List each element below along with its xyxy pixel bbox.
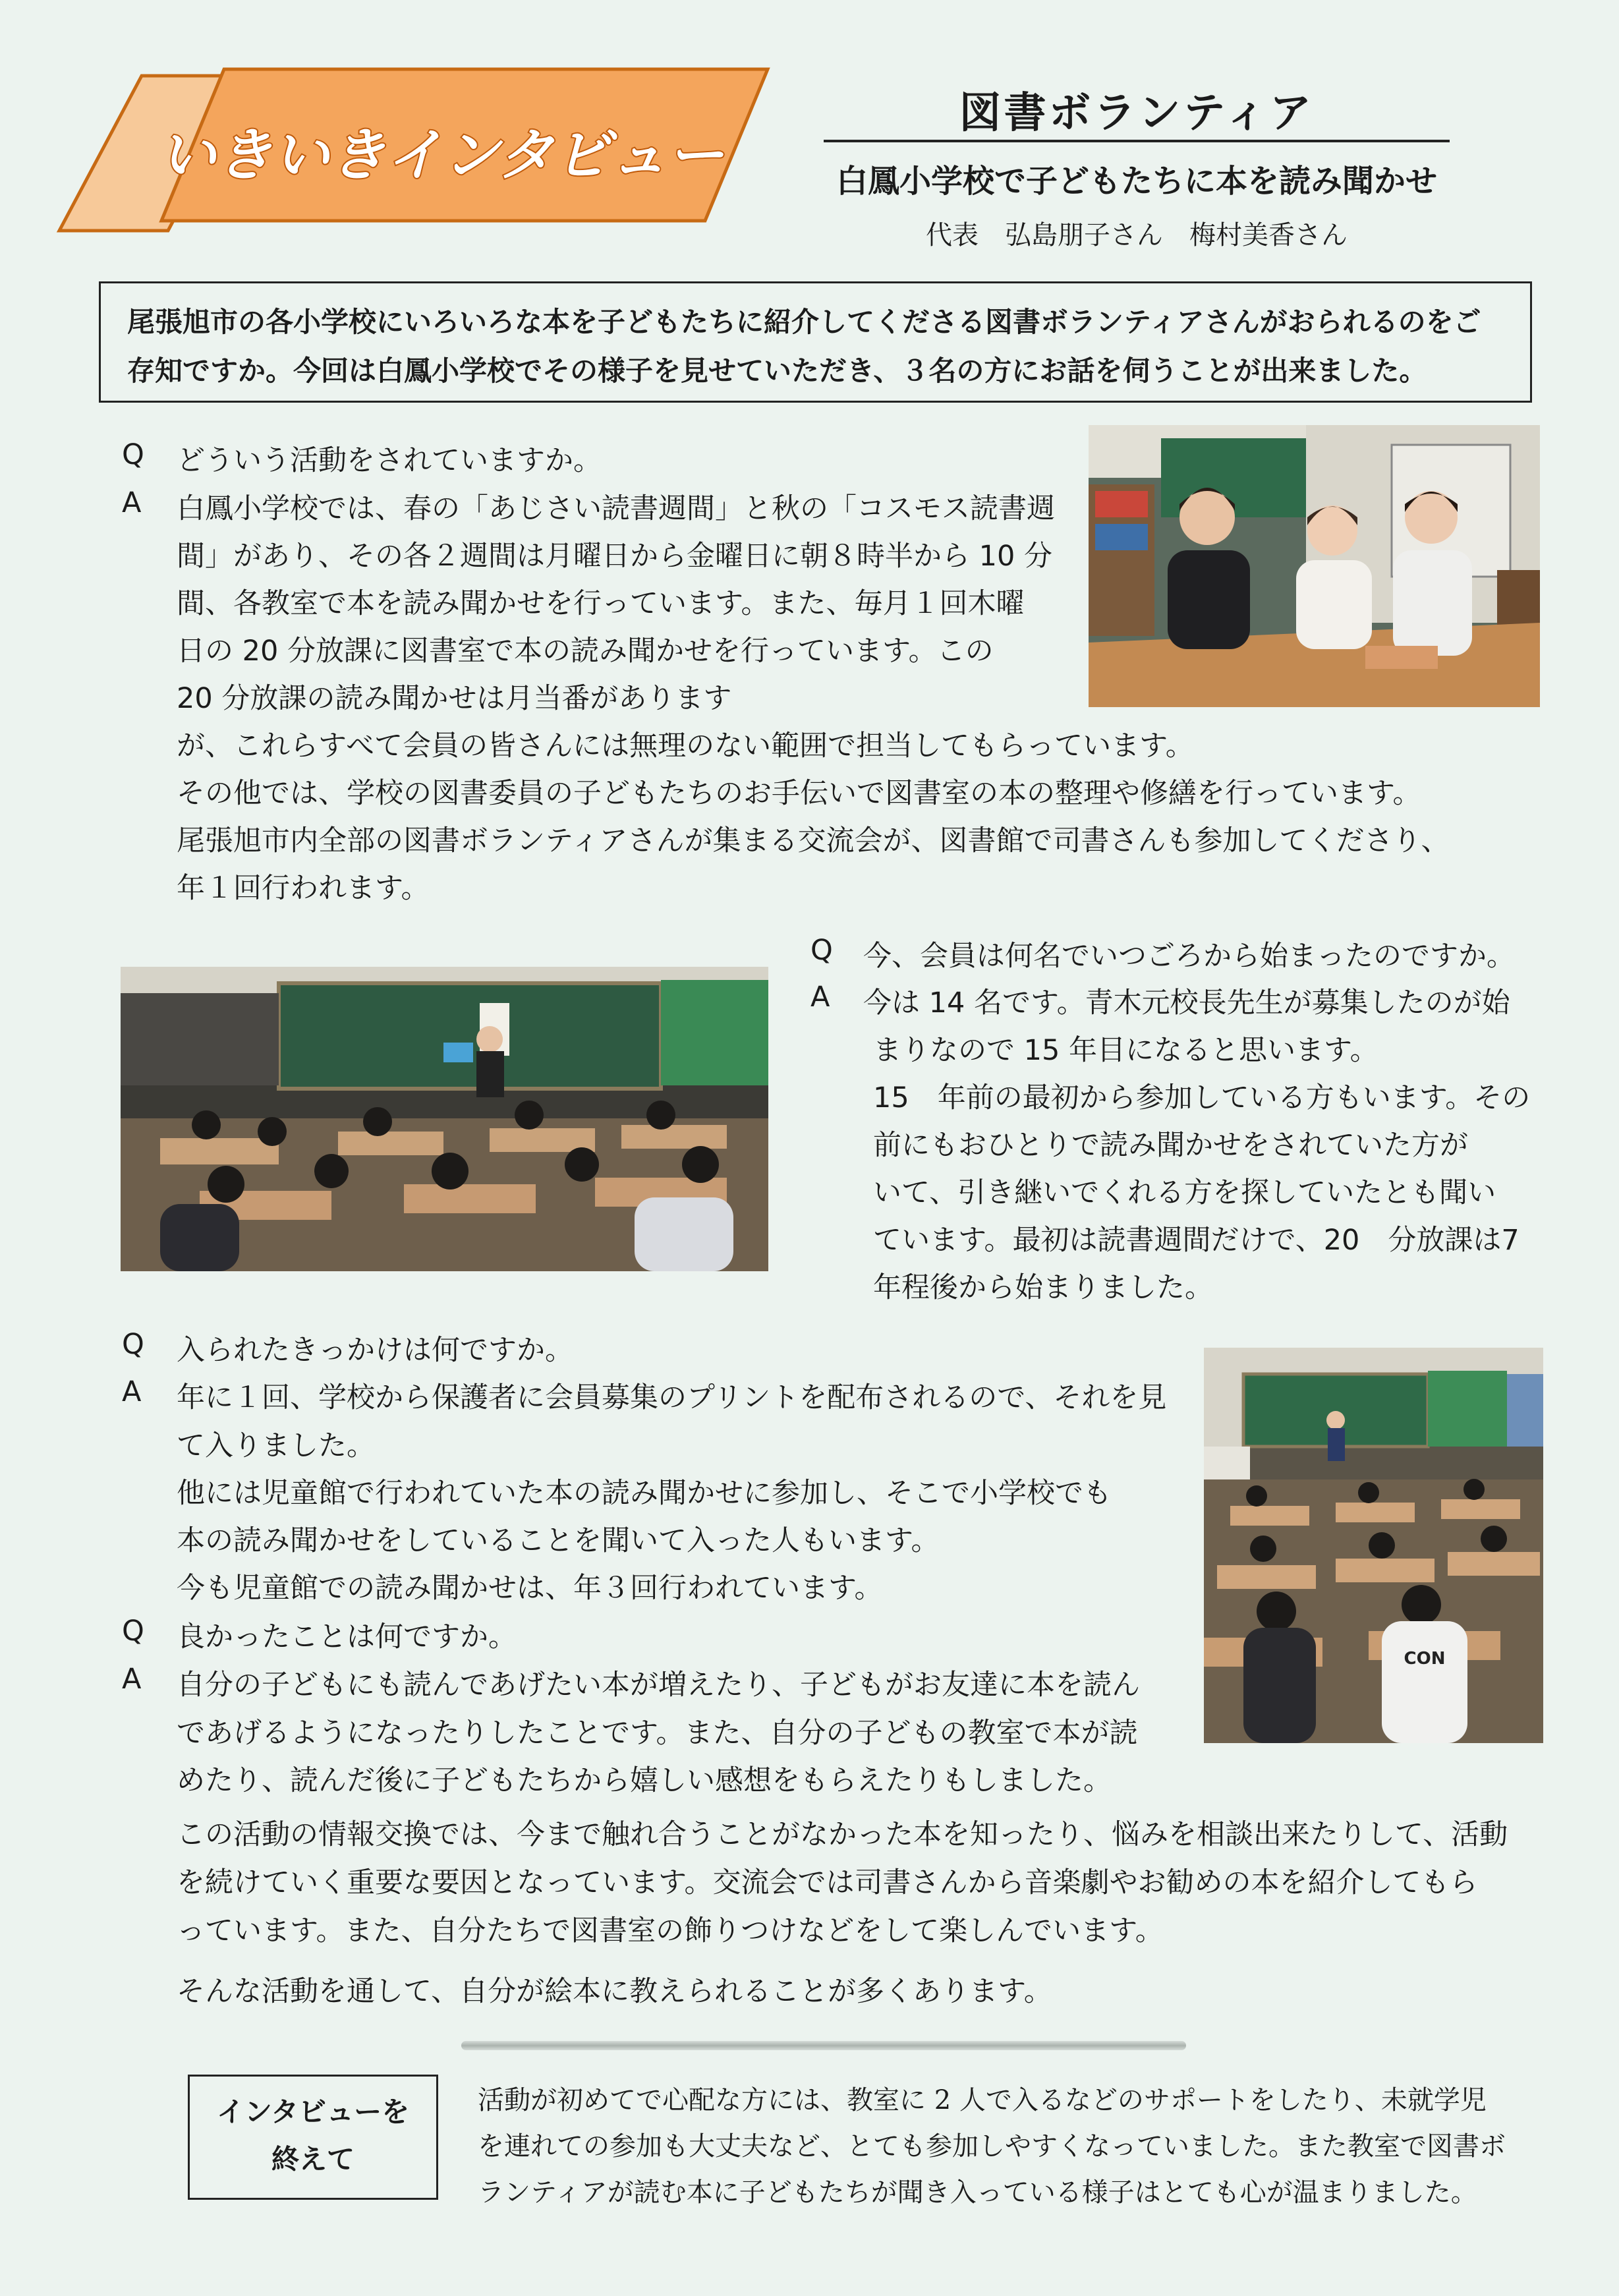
page-title: 図書ボランティア (959, 88, 1315, 138)
closing-label-line: インタビューを (216, 2096, 410, 2128)
intro-box (99, 281, 1532, 403)
answer-line: 年１回行われます。 (177, 872, 430, 905)
answer-line: 尾張旭市内全部の図書ボランティアさんが集まる交流会が、図書館で司書さんも参加してくださり、 (177, 824, 1450, 857)
answer-line: 間、各教室で本を読み聞かせを行っています。また、毎月１回木曜 (177, 587, 1025, 620)
banner-label: いきいきインタビュー (159, 123, 724, 188)
answer-line: 本の読み聞かせをしていることを聞いて入った人もいます。 (177, 1524, 940, 1557)
photo-volunteers (1089, 425, 1540, 707)
answer-line: ています。最初は読書週間だけで、20 分放課は7 (873, 1224, 1520, 1257)
a-marker: A (122, 1375, 142, 1408)
shirt-text: CON (1404, 1649, 1446, 1669)
banner-graphic (53, 63, 791, 247)
q-marker: Q (122, 1615, 144, 1648)
answer-line: 今は 14 名です。青木元校長先生が募集したのが始 (863, 987, 1510, 1019)
q-marker: Q (122, 438, 144, 471)
answer-line: 他には児童館で行われていた本の読み聞かせに参加し、そこで小学校でも (177, 1477, 1112, 1510)
closing-label-box (188, 2075, 438, 2200)
answer-line: 日の 20 分放課に図書室で本の読み聞かせを行っています。この (177, 635, 994, 668)
answer-line: であげるようになったりしたことです。また、自分の子どもの教室で本が読 (177, 1717, 1138, 1750)
answer-line: 前にもおひとりで読み聞かせをされていた方が (873, 1129, 1468, 1162)
answer-line: 間」があり、その各２週間は月曜日から金曜日に朝８時半から 10 分 (177, 540, 1053, 573)
page-subtitle: 白鳳小学校で子どもたちに本を読み聞かせ (836, 163, 1437, 200)
answer-line: 自分の子どもにも読んであげたい本が増えたり、子どもがお友達に本を読ん (177, 1669, 1140, 1702)
intro-line: 尾張旭市の各小学校にいろいろな本を子どもたちに紹介してくださる図書ボランティアさんがおられるのをご (127, 306, 1481, 338)
photo-classroom-reading (121, 967, 768, 1271)
answer-line: っています。また、自分たちで図書室の飾りつけなどをして楽しんでいます。 (177, 1914, 1164, 1947)
closing-label-line: 終えて (271, 2143, 355, 2175)
question-text: 入られたきっかけは何ですか。 (177, 1334, 573, 1367)
answer-line: て入りました。 (177, 1429, 375, 1462)
answer-line: 15 年前の最初から参加している方もいます。その (873, 1081, 1531, 1114)
closing-text-line: ランティアが読む本に子どもたちが聞き入っている様子はとても心が温まりました。 (478, 2177, 1477, 2208)
intro-line: 存知ですか。今回は白鳳小学校でその様子を見せていただき、３名の方にお話を伺うことが出来ました。 (127, 355, 1427, 387)
a-marker: A (122, 486, 142, 519)
answer-line: 今も児童館での読み聞かせは、年３回行われています。 (177, 1572, 883, 1605)
a-marker: A (122, 1663, 142, 1696)
answer-line: めたり、読んだ後に子どもたちから嬉しい感想をもらえたりもしました。 (177, 1764, 1112, 1797)
answer-line: いて、引き継いでくれる方を探していたとも聞い (873, 1176, 1496, 1209)
header-banner (53, 63, 791, 247)
a-marker: A (810, 981, 830, 1014)
answer-line: 年に１回、学校から保護者に会員募集のプリントを配布されるので、それを見 (177, 1381, 1167, 1414)
answer-line: 白鳳小学校では、春の「あじさい読書週間」と秋の「コスモス読書週 (177, 492, 1055, 525)
answer-line: が、これらすべて会員の皆さんには無理のない範囲で担当してもらっています。 (177, 730, 1194, 762)
answer-line: そんな活動を通して、自分が絵本に教えられることが多くあります。 (177, 1975, 1052, 2008)
answer-line: その他では、学校の図書委員の子どもたちのお手伝いで図書室の本の整理や修繕を行っています。 (177, 777, 1421, 810)
photo-classroom-wide (1204, 1348, 1543, 1743)
answer-line: この活動の情報交換では、今まで触れ合うことがなかった本を知ったり、悩みを相談出来たりして、活動 (177, 1818, 1508, 1851)
representatives: 代表 弘島朋子さん 梅村美香さん (926, 220, 1348, 250)
closing-text-line: 活動が初めてで心配な方には、教室に 2 人で入るなどのサポートをしたり、未就学児 (478, 2085, 1487, 2115)
q-marker: Q (810, 934, 833, 967)
question-text: 今、会員は何名でいつごろから始まったのですか。 (863, 940, 1515, 973)
answer-line: 年程後から始まりました。 (873, 1271, 1213, 1304)
answer-line: を続けていく重要な要因となっています。交流会では司書さんから音楽劇やお勧めの本を紹介してもら (177, 1866, 1478, 1899)
q-marker: Q (122, 1328, 144, 1361)
answer-line: まりなので 15 年目になると思います。 (873, 1034, 1378, 1067)
question-text: どういう活動をされていますか。 (177, 444, 602, 477)
closing-separator (461, 2041, 1186, 2050)
title-divider (824, 140, 1450, 142)
closing-text-line: を連れての参加も大丈夫など、とても参加しやすくなっていました。また教室で図書ボ (478, 2131, 1506, 2162)
question-text: 良かったことは何ですか。 (177, 1621, 517, 1653)
answer-line: 20 分放課の読み聞かせは月当番があります (177, 682, 732, 715)
